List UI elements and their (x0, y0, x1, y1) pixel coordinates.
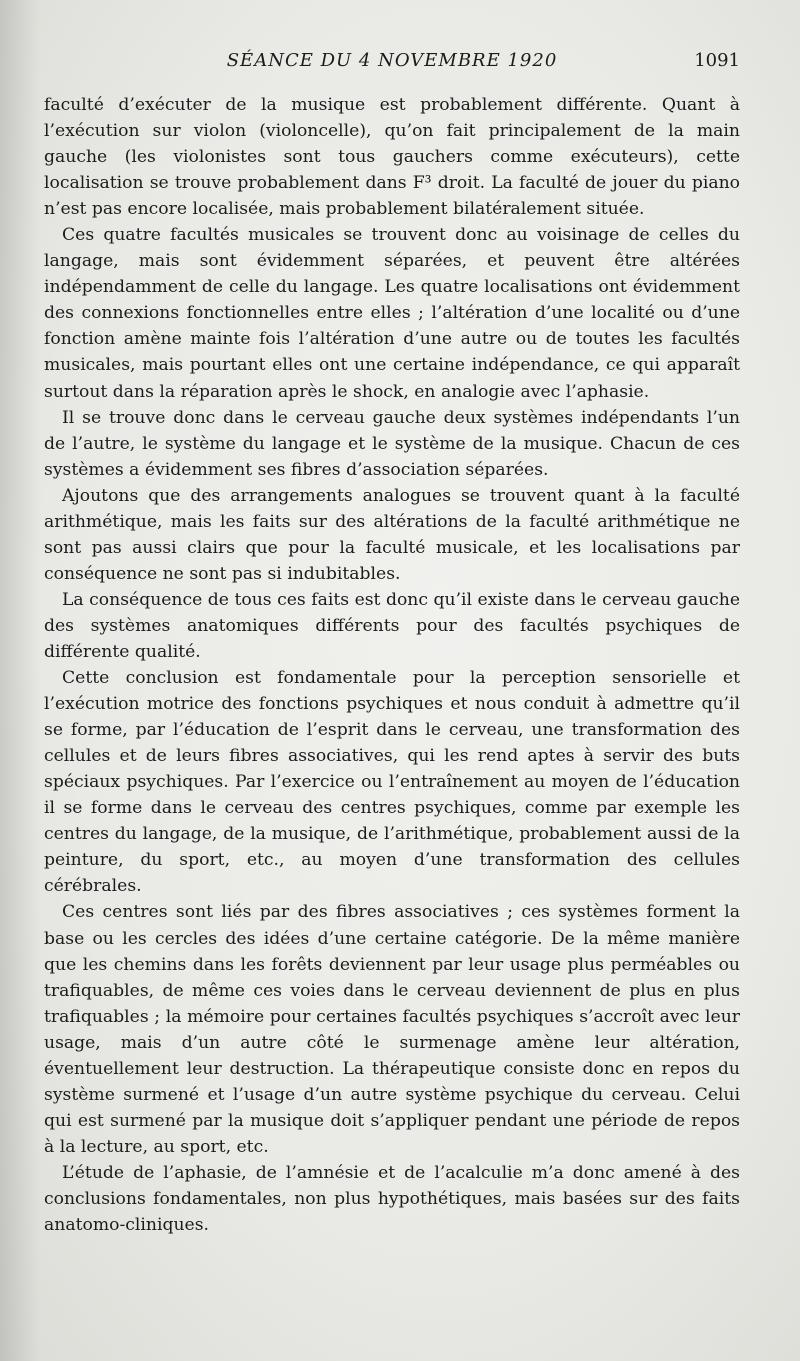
paragraph-5: La conséquence de tous ces faits est donc qu’il existe dans le cerveau gauche des systèmes anatomiques différents pour des facultés psychiques de différente qualité. (44, 589, 740, 662)
page-edge-shadow (0, 0, 40, 1361)
body-text (44, 92, 740, 1238)
paragraph-4: Ajoutons que des arrangements analogues se trouvent quant à la faculté arithmétique, mais les faits sur des altérations de la faculté arithmétique ne sont pas aussi clairs que pour la faculté musicale, et les localisations par conséquence ne sont pas si indubitables. (44, 485, 740, 584)
paragraph-8: L’étude de l’aphasie, de l’amnésie et de l’acalculie m’a donc amené à des conclusions fondamentales, non plus hypothétiques, mais basées sur des faits anatomo-cliniques. (44, 1162, 740, 1236)
running-title: SÉANCE DU 4 NOVEMBRE 1920 (226, 50, 558, 71)
paragraph-7: Ces centres sont liés par des fibres associatives ; ces systèmes forment la base ou les cercles des idées d’une certaine catégorie. De la même manière que les chemins dans les forêts deviennent par leur usage plus perméables ou trafiquables, de même ces voies dans le cerveau deviennent de plus en plus trafiquables ; la mémoire pour certaines facultés psychiques s’accroît avec leur usage, mais d’un autre côté le surmenage amène leur altération, éventuellement leur destruction. La thérapeutique consiste donc en repos du système surmené et l’usage d’un autre système psychique du cerveau. Celui qui est surmené par la musique doit s’appliquer pendant une période de repos à la lecture, au sport, etc. (44, 902, 740, 1157)
page-number: 1091 (694, 50, 740, 71)
paragraph-2: Ces quatre facultés musicales se trouvent donc au voisinage de celles du langage, mais sont évidemment séparées, et peuvent être altérées indépendamment de celle du langage. Les quatre localisations ont évidemment des connexions fonctionnelles entre elles ; l’altération d’une localité ou d’une fonction amène mainte fois l’altération d’une autre ou de toutes les facultés musicales, mais pourtant elles ont une certaine indépendance, ce qui apparaît surtout dans la réparation après le shock, en analogie avec l’aphasie. (44, 225, 740, 402)
page-header (44, 50, 740, 74)
paragraph-3: Il se trouve donc dans le cerveau gauche deux systèmes indépendants l’un de l’autre, le système du langage et le système de la musique. Chacun de ces systèmes a évidemment ses fibres d’association séparées. (44, 407, 740, 480)
paragraph-1: faculté d’exécuter de la musique est probablement différente. Quant à l’exécution sur violon (violoncelle), qu’on fait principalement de la main gauche (les violonistes sont tous gauchers comme exécuteurs), cette localisation se trouve probablement dans F³ droit. La faculté de jouer du piano n’est pas encore localisée, mais probablement bilatéralement située. (44, 95, 740, 220)
paragraph-6: Cette conclusion est fondamentale pour la perception sensorielle et l’exécution motrice des fonctions psychiques et nous conduit à admettre qu’il se forme, par l’éducation de l’esprit dans le cerveau, une transformation des cellules et de leurs fibres associatives, qui les rend aptes à servir des buts spéciaux psychiques. Par l’exercice ou l’entraînement au moyen de l’éducation il se forme dans le cerveau des centres psychiques, comme par exemple les centres du langage, de la musique, de l’arithmétique, probablement aussi de la peinture, du sport, etc., au moyen d’une transformation des cellules cérébrales. (44, 668, 740, 897)
